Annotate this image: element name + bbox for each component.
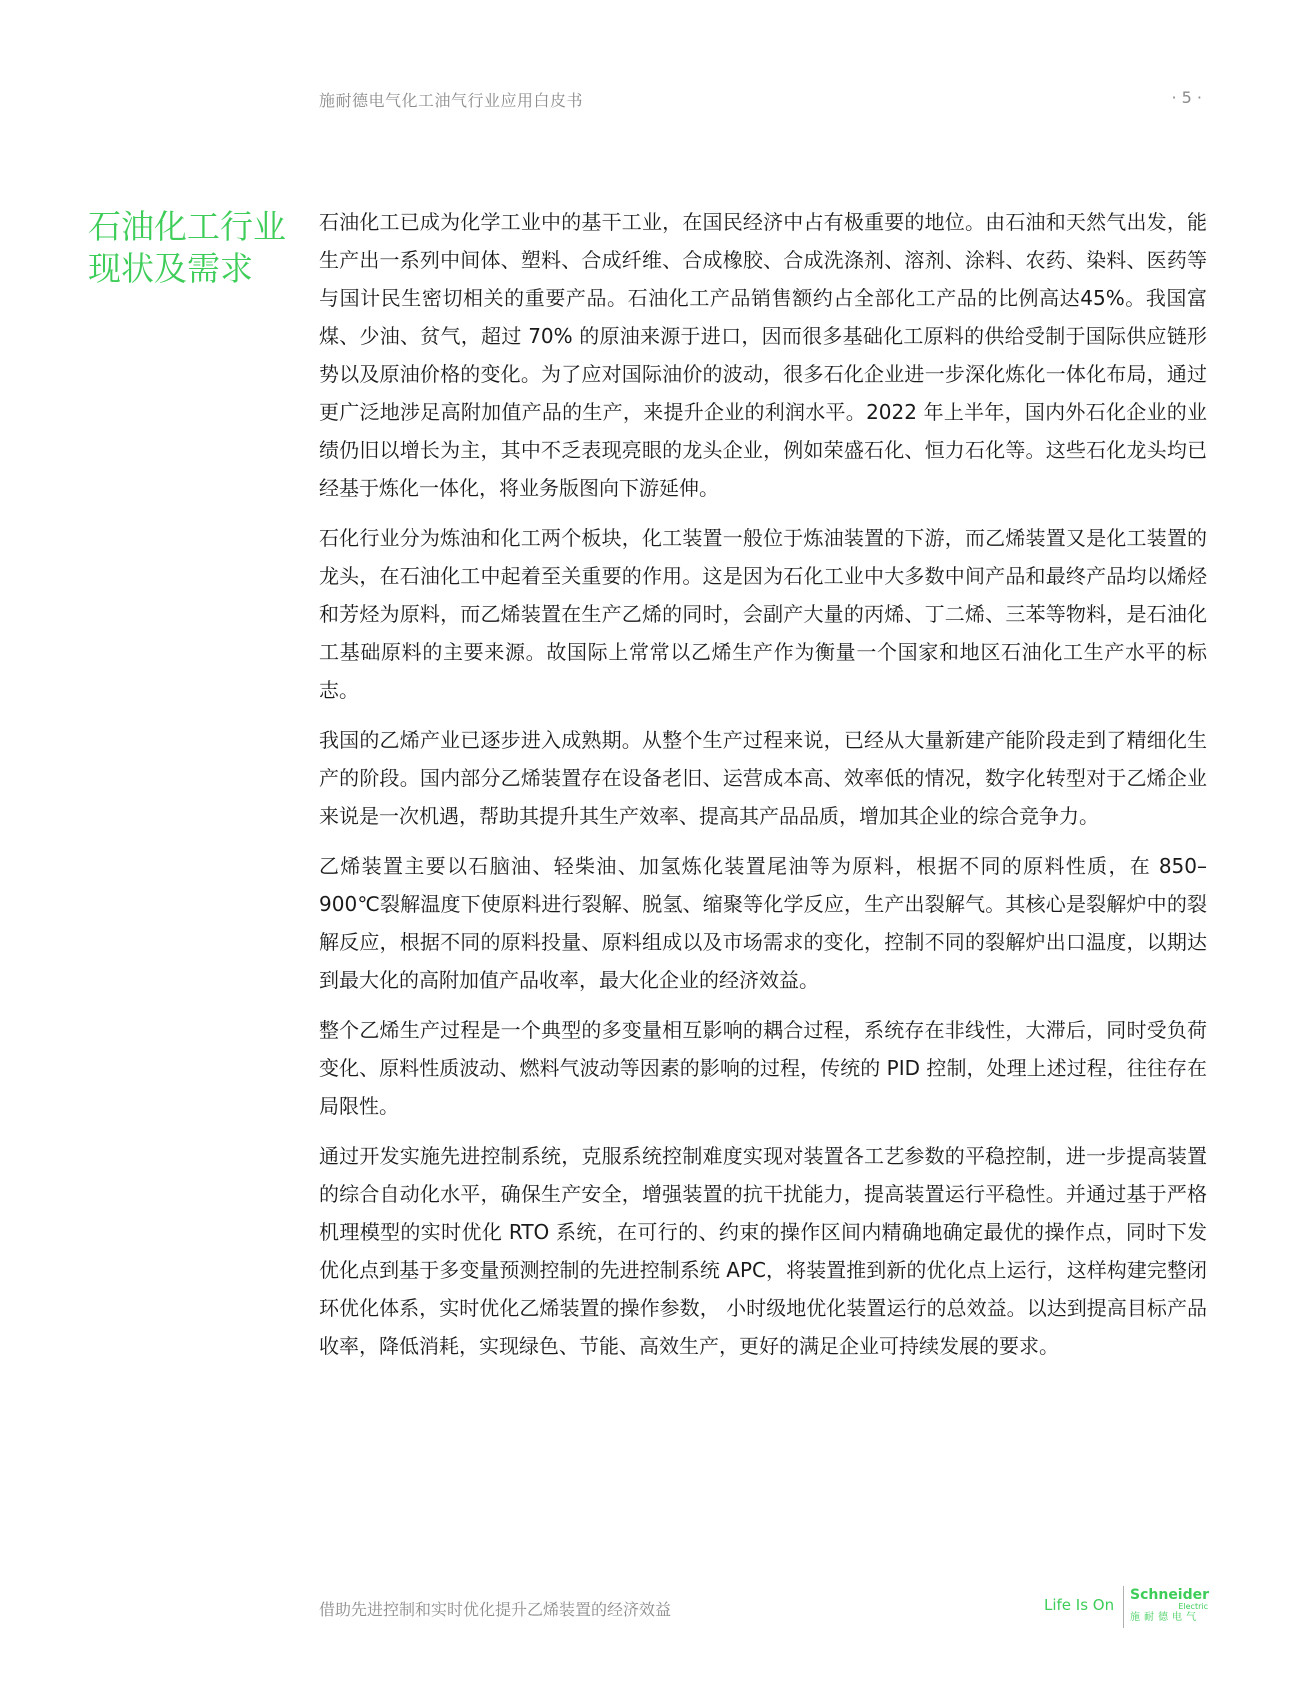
life-is-on-tagline: Life Is On: [1044, 1596, 1115, 1614]
section-heading: [88, 206, 298, 290]
logo-name: Schneider: [1130, 1587, 1210, 1603]
paragraph-2: 石化行业分为炼油和化工两个板块，化工装置一般位于炼油装置的下游，而乙烯装置又是化工装置的龙头，在石油化工中起着至关重要的作用。这是因为石化工业中大多数中间产品和最终产品均以烯烃和芳烃为原料，而乙烯装置在生产乙烯的同时，会副产大量的丙烯、丁二烯、三苯等物料，是石油化工基础原料的主要来源。故国际上常常以乙烯生产作为衡量一个国家和地区石油化工生产水平的标志。: [319, 526, 1207, 702]
paragraph-4: 乙烯装置主要以石脑油、轻柴油、加氢炼化装置尾油等为原料，根据不同的原料性质，在 850–900℃裂解温度下使原料进行裂解、脱氢、缩聚等化学反应，生产出裂解气。其核心是裂解炉中的裂解反应，根据不同的原料投量、原料组成以及市场需求的变化，控制不同的裂解炉出口温度，以期达到最大化的高附加值产品收率，最大化企业的经济效益。: [319, 854, 1207, 992]
footer-caption: 借助先进控制和实时优化提升乙烯装置的经济效益: [319, 1600, 672, 1619]
running-header-title: 施耐德电气化工油气行业应用白皮书: [319, 91, 584, 110]
section-heading-line-1: 石油化工行业: [88, 207, 286, 246]
logo-chinese-name: 施耐德电气: [1130, 1612, 1200, 1623]
body-text: [319, 203, 1207, 1377]
paragraph-5: 整个乙烯生产过程是一个典型的多变量相互影响的耦合过程，系统存在非线性，大滞后，同时受负荷变化、原料性质波动、燃料气波动等因素的影响的过程，传统的 PID 控制，处理上述过程，往往存在局限性。: [319, 1018, 1207, 1118]
paragraph-1: 石油化工已成为化学工业中的基干工业，在国民经济中占有极重要的地位。由石油和天然气出发，能生产出一系列中间体、塑料、合成纤维、合成橡胶、合成洗涤剂、溶剂、涂料、农药、染料、医药等与国计民生密切相关的重要产品。石油化工产品销售额约占全部化工产品的比例高达45%。我国富煤、少油、贫气，超过 70% 的原油来源于进口，因而很多基础化工原料的供给受制于国际供应链形势以及原油价格的变化。为了应对国际油价的波动，很多石化企业进一步深化炼化一体化布局，通过更广泛地涉足高附加值产品的生产，来提升企业的利润水平。2022 年上半年，国内外石化企业的业绩仍旧以增长为主，其中不乏表现亮眼的龙头企业，例如荣盛石化、恒力石化等。这些石化龙头均已经基于炼化一体化，将业务版图向下游延伸。: [319, 210, 1207, 500]
paragraph-6: 通过开发实施先进控制系统，克服系统控制难度实现对装置各工艺参数的平稳控制，进一步提高装置的综合自动化水平，确保生产安全，增强装置的抗干扰能力，提高装置运行平稳性。并通过基于严格机理模型的实时优化 RTO 系统，在可行的、约束的操作区间内精确地确定最优的操作点，同时下发优化点到基于多变量预测控制的先进控制系统 APC，将装置推到新的优化点上运行，这样构建完整闭环优化体系，实时优化乙烯装置的操作参数， 小时级地优化装置运行的总效益。以达到提高目标产品收率，降低消耗，实现绿色、节能、高效生产，更好的满足企业可持续发展的要求。: [319, 1144, 1207, 1358]
section-heading-line-2: 现状及需求: [88, 249, 253, 288]
logo-divider: [1123, 1586, 1124, 1628]
paragraph-3: 我国的乙烯产业已逐步进入成熟期。从整个生产过程来说，已经从大量新建产能阶段走到了精细化生产的阶段。国内部分乙烯装置存在设备老旧、运营成本高、效率低的情况，数字化转型对于乙烯企业来说是一次机遇，帮助其提升其生产效率、提高其产品品质，增加其企业的综合竞争力。: [319, 728, 1207, 828]
logo-sub: Electric: [1178, 1602, 1208, 1611]
page-number: · 5 ·: [1171, 88, 1202, 107]
schneider-electric-logo: [1130, 1588, 1210, 1630]
